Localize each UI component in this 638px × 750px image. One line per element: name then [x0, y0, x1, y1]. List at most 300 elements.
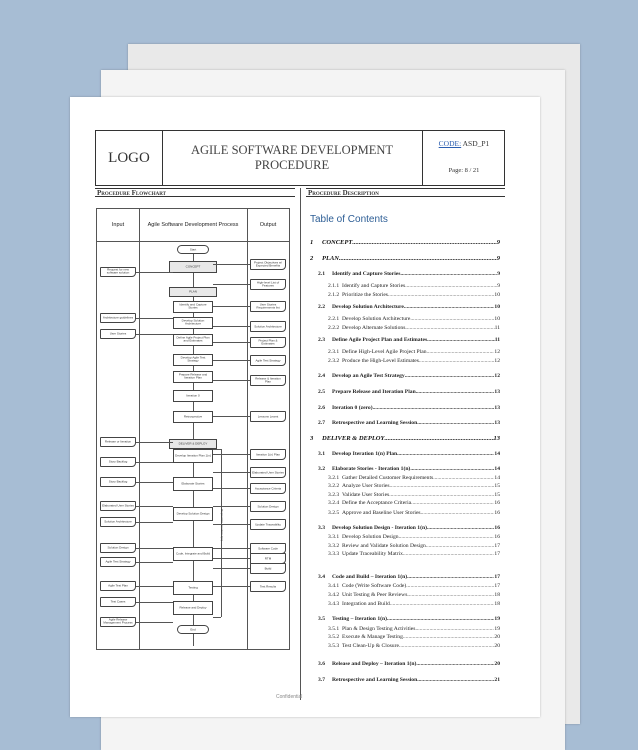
toc-item-label: Develop Iteration 1(n) Plan [332, 451, 398, 457]
toc-item-number: 3.4.2 [328, 592, 340, 598]
toc-item-number: 2.6 [318, 405, 325, 411]
toc-item[interactable] [310, 316, 500, 322]
procedure-flowchart [96, 208, 290, 650]
toc-item-page: 14 [494, 475, 500, 481]
flow-output-doc [250, 259, 286, 270]
toc-item-label: Validate User Stories [342, 492, 390, 498]
toc-item-label: Develop Solution Design [342, 534, 399, 540]
toc-leader-dots [387, 616, 494, 622]
toc-item-number: 2.3 [318, 337, 325, 343]
flow-connector [213, 488, 250, 489]
toc-item[interactable] [310, 525, 500, 531]
toc-item-number: 2.2.2 [328, 325, 340, 331]
flow-process-step [173, 581, 213, 595]
flow-process-step [173, 449, 213, 463]
toc-leader-dots [405, 325, 494, 331]
flow-connector [213, 454, 250, 455]
toc-item[interactable] [310, 389, 500, 395]
toc-item-number: 2.7 [318, 420, 325, 426]
toc-item-label: Code and Build – Iteration 1(n) [332, 574, 408, 580]
flow-connector [213, 568, 250, 569]
flow-output-doc [250, 375, 286, 386]
flow-input-doc-label: Elaborated User Stories [102, 503, 134, 508]
toc-item[interactable] [310, 255, 500, 262]
flow-input-doc-label: Request for new software solution [106, 267, 130, 275]
flow-connector [213, 380, 250, 381]
flow-process-step-label: Identify and Capture Stories [179, 302, 207, 310]
flow-input-doc-label: Agile Test Strategy [105, 559, 131, 564]
toc-item[interactable] [310, 475, 500, 481]
toc-item-page: 18 [494, 592, 500, 598]
toc-item-label: Develop Solution Architecture [332, 304, 404, 310]
toc-item-label: Develop an Agile Test Strategy [332, 373, 405, 379]
toc-item-number: 3.3.2 [328, 543, 340, 549]
flow-connector [213, 326, 250, 327]
toc-item-page: 20 [494, 661, 500, 667]
toc-item[interactable] [310, 451, 500, 457]
toc-item-page: 15 [494, 492, 500, 498]
toc-leader-dots [405, 283, 497, 289]
flow-start-label: Start [189, 246, 197, 251]
toc-item-label: Identify and Capture Stories [332, 271, 401, 277]
toc-item[interactable] [310, 677, 500, 683]
toc-leader-dots [403, 551, 495, 557]
flow-process-step [173, 371, 213, 383]
toc-item-page: 21 [494, 677, 500, 683]
toc-item-number: 3.3.3 [328, 551, 340, 557]
toc-item-page: 9 [497, 283, 500, 289]
toc-item[interactable] [310, 543, 500, 549]
toc-item[interactable] [310, 271, 500, 277]
toc-item-label: Define Agile Project Plan and Estimates [332, 337, 428, 343]
toc-item-page: 16 [494, 534, 500, 540]
toc-item[interactable] [310, 337, 500, 343]
toc-item-page: 13 [494, 420, 500, 426]
flow-connector [213, 586, 250, 587]
toc-item-page: 13 [493, 435, 500, 442]
toc-item[interactable] [310, 420, 500, 426]
toc-item-label: Prioritize the Stories [342, 292, 388, 298]
toc-leader-dots [417, 420, 494, 426]
toc-item-number: 3.4.3 [328, 601, 340, 607]
flow-connector [213, 506, 250, 507]
toc-item[interactable] [310, 616, 500, 622]
flow-output-doc-label: RTM [264, 555, 272, 560]
flow-header-process: Agile Software Development Process [139, 209, 247, 242]
flow-output-doc-label: Elaborated User Stories [252, 469, 284, 474]
flow-connector [213, 284, 250, 285]
toc-item[interactable] [310, 583, 500, 589]
flow-input-doc [100, 329, 136, 339]
flow-header-output: Output [247, 209, 289, 242]
toc-item-label: Gather Detailed Customer Requirements [342, 475, 434, 481]
flow-process-step-label: Develop Solution Architecture [181, 318, 205, 326]
flow-connector [136, 548, 173, 549]
flow-connector [136, 506, 173, 507]
toc-item-number: 3.5.2 [328, 634, 340, 640]
toc-item-number: 2.2.1 [328, 316, 340, 322]
toc-item-number: 3.5.3 [328, 643, 340, 649]
toc-leader-dots [417, 677, 494, 683]
toc-item-label: Code (Write Software Code) [342, 583, 407, 589]
toc-leader-dots [416, 389, 495, 395]
flow-connector [136, 562, 173, 563]
toc-item-label: Testing – Iteration 1(n) [332, 616, 387, 622]
flow-header-input: Input [97, 209, 139, 242]
document-code [423, 139, 505, 148]
toc-item-label: Identify and Capture Stories [342, 283, 406, 289]
toc-item-number: 3.6 [318, 661, 325, 667]
flow-output-doc [250, 581, 286, 592]
flow-plan-label: PLAN [189, 289, 197, 294]
flow-input-doc [100, 581, 136, 591]
flow-concept [169, 261, 217, 273]
toc-leader-dots [427, 337, 495, 343]
toc-item[interactable] [310, 292, 500, 298]
toc-leader-dots [410, 466, 494, 472]
flow-process-step [173, 477, 213, 491]
toc-item-label: Develop Alternate Solutions [342, 325, 406, 331]
toc-item-label: Retrospective and Learning Session [332, 420, 418, 426]
flow-output-doc [250, 449, 286, 460]
toc-leader-dots [384, 435, 493, 442]
toc-item-label: Release and Deploy – Iteration 1(n) [332, 661, 417, 667]
toc-item-number: 3.4 [318, 574, 325, 580]
toc-item-number: 2.1.2 [328, 292, 340, 298]
flow-output-doc [250, 321, 286, 332]
footer-confidential: Confidential [276, 694, 303, 700]
toc-leader-dots [399, 643, 494, 649]
toc-item-number: 2.1 [318, 271, 325, 277]
toc-item-label: PLAN [322, 255, 339, 262]
toc-item-number: 3.5.1 [328, 626, 340, 632]
toc-item-page: 16 [494, 525, 500, 531]
toc-item[interactable] [310, 483, 500, 489]
section-heading-description: Procedure Description [306, 188, 505, 197]
code-value: ASD_P1 [461, 139, 490, 148]
toc-item-page: 19 [494, 616, 500, 622]
toc-item-page: 17 [494, 583, 500, 589]
toc-item[interactable] [310, 510, 500, 516]
toc-item-number: 2.1.1 [328, 283, 340, 289]
flow-input-doc [100, 517, 136, 527]
toc-leader-dots [411, 500, 494, 506]
toc-item-page: 10 [494, 316, 500, 322]
toc-item-page: 17 [494, 574, 500, 580]
flow-connector [213, 306, 250, 307]
toc-item-number: 3 [310, 435, 314, 442]
toc-leader-dots [390, 483, 495, 489]
flow-output-doc [250, 337, 286, 348]
toc-leader-dots [426, 543, 495, 549]
toc-item-label: Execute & Manage Testing [342, 634, 403, 640]
toc-item-page: 17 [494, 543, 500, 549]
flow-input-doc-label: Architecture guidelines [102, 315, 134, 320]
flow-process-step-label: Develop Agile Test Strategy [180, 355, 206, 363]
flow-output-doc-label: Project Plan & Estimates [258, 338, 278, 346]
toc-item-page: 20 [494, 643, 500, 649]
flow-input-doc-label: Story Backlog [108, 479, 128, 484]
toc-item-page: 16 [494, 500, 500, 506]
toc-leader-dots [405, 373, 495, 379]
toc-item[interactable] [310, 304, 500, 310]
toc-item[interactable] [310, 435, 500, 442]
flow-output-doc [250, 563, 286, 574]
toc-item-page: 12 [494, 373, 500, 379]
toc-leader-dots [352, 239, 496, 246]
toc-item-number: 3.1 [318, 451, 325, 457]
toc-item-number: 1 [310, 239, 314, 246]
toc-leader-dots [404, 304, 495, 310]
toc-item-page: 12 [494, 349, 500, 355]
toc-item-label: Elaborate Stories - Iteration 1(n) [332, 466, 411, 472]
flow-input-doc [100, 617, 136, 627]
document-title-line1: AGILE SOFTWARE DEVELOPMENT [190, 143, 394, 157]
toc-item-number: 3.3.1 [328, 534, 340, 540]
toc-item-label: Retrospective and Learning Session [332, 677, 418, 683]
toc-leader-dots [399, 534, 495, 540]
toc-item-number: 2.2 [318, 304, 325, 310]
toc-item[interactable] [310, 626, 500, 632]
toc-item-label: Develop Solution Architecture [342, 316, 411, 322]
flow-process-step [173, 507, 213, 521]
flow-output-doc-label: Agile Test Strategy [255, 357, 281, 362]
toc-item-label: CONCEPT [322, 239, 353, 246]
logo-placeholder: LOGO [96, 131, 163, 185]
flow-start [177, 245, 209, 254]
flow-end [177, 625, 209, 634]
document-title-line2: PROCEDURE [254, 158, 330, 172]
toc-item[interactable] [310, 574, 500, 580]
toc-item-page: 13 [494, 405, 500, 411]
flow-process-step-label: Develop Iteration Plan 1(n) [175, 453, 211, 458]
flow-input-doc-label: User Stories [109, 331, 127, 336]
flow-input-doc-label: Solution Architecture [104, 519, 132, 524]
flow-output-doc-label: User Stories Requirements list [256, 302, 280, 310]
flow-input-doc [100, 457, 136, 467]
toc-item-number: 2.5 [318, 389, 325, 395]
flow-input-doc [100, 557, 136, 567]
flow-input-doc-label: Agile Release Management Process [103, 617, 133, 625]
flow-input-doc-label: Story Backlog [108, 459, 128, 464]
toc-leader-dots [407, 574, 494, 580]
toc-item[interactable] [310, 325, 500, 331]
toc-item-page: 17 [494, 551, 500, 557]
toc-item[interactable] [310, 592, 500, 598]
toc-item-number: 3.4.1 [328, 583, 340, 589]
toc-leader-dots [339, 255, 497, 262]
flow-process-step [173, 334, 213, 346]
flow-process-step [173, 354, 213, 366]
toc-leader-dots [390, 601, 495, 607]
flow-output-doc-label: Iteration 1(n) Plan [256, 451, 280, 456]
flow-input-doc [100, 437, 136, 447]
toc-item[interactable] [310, 358, 500, 364]
toc-item[interactable] [310, 643, 500, 649]
toc-item-number: 3.3 [318, 525, 325, 531]
toc-item-number: 2.4 [318, 373, 325, 379]
toc-item-label: Define the Acceptance Criteria [342, 500, 412, 506]
flow-process-step-label: Define Agile Project Plan and Estimates [176, 335, 210, 343]
toc-item[interactable] [310, 466, 500, 472]
flow-connector [213, 558, 250, 559]
flow-output-doc [250, 301, 286, 312]
flow-connector [136, 334, 173, 335]
flow-process-step [173, 390, 213, 402]
toc-item[interactable] [310, 349, 500, 355]
flow-input-doc-label: Test Cases [110, 599, 126, 604]
toc-item-page: 20 [494, 634, 500, 640]
flow-output-doc-label: Software Code [258, 545, 278, 550]
flow-connector [136, 522, 173, 523]
flow-input-doc-label: Agile Test Plan [108, 583, 128, 588]
toc-leader-dots [400, 271, 497, 277]
column-divider [300, 188, 301, 700]
toc-leader-dots [415, 626, 494, 632]
toc-item-label: Review and Validate Solution Design [342, 543, 426, 549]
table-of-contents [310, 214, 500, 232]
toc-item-number: 2 [310, 255, 314, 262]
flow-connector [213, 449, 221, 450]
toc-item-number: 2.3.2 [328, 358, 340, 364]
toc-item[interactable] [310, 500, 500, 506]
toc-item[interactable] [310, 634, 500, 640]
document-header [95, 130, 505, 186]
toc-leader-dots [433, 475, 494, 481]
flow-input-doc-label: Solution Design [107, 545, 129, 550]
flow-input-doc [100, 501, 136, 511]
toc-item[interactable] [310, 661, 500, 667]
flow-connector [136, 602, 173, 603]
flow-input-doc [100, 313, 136, 323]
toc-item-page: 10 [494, 292, 500, 298]
flow-output-doc [250, 411, 286, 422]
toc-item-number: 3.2 [318, 466, 325, 472]
toc-leader-dots [403, 634, 495, 640]
flow-output-doc-label: High-level List of Features [256, 280, 280, 288]
toc-item-label: DELIVER & DEPLOY [322, 435, 385, 442]
flow-connector [213, 342, 250, 343]
document-title [162, 131, 423, 185]
flow-deliver-label: DELIVER & DEPLOY [178, 441, 208, 446]
toc-item-number: 3.2.2 [328, 483, 340, 489]
toc-item-number: 3.5 [318, 616, 325, 622]
toc-leader-dots [410, 316, 494, 322]
toc-item-page: 14 [494, 451, 500, 457]
toc-item-number: 3.2.1 [328, 475, 340, 481]
toc-item[interactable] [310, 534, 500, 540]
flow-connector [136, 586, 173, 587]
toc-leader-dots [416, 661, 494, 667]
toc-item-page: 9 [497, 271, 500, 277]
toc-item-label: Define High-Level Agile Project Plan [342, 349, 427, 355]
flow-output-doc [250, 483, 286, 494]
flow-output-doc-label: Acceptance Criteria [254, 485, 282, 490]
toc-item[interactable] [310, 239, 500, 246]
toc-item[interactable] [310, 601, 500, 607]
flow-connector [213, 264, 250, 265]
flow-deliver [169, 439, 217, 449]
flow-input-doc [100, 477, 136, 487]
flow-output-doc [250, 519, 286, 530]
flow-output-doc [250, 355, 286, 366]
toc-item-number: 3.2.3 [328, 492, 340, 498]
toc-item-label: Produce the High-Level Estimates [342, 358, 419, 364]
toc-item-label: Unit Testing & Peer Reviews [342, 592, 408, 598]
toc-item-label: Iteration 0 (zero) [332, 405, 373, 411]
flow-output-doc-label: Solution Design [257, 503, 279, 508]
flow-connector [136, 442, 173, 443]
flow-process-step-label: Develop Solution Design [176, 511, 210, 516]
toc-leader-dots [373, 405, 495, 411]
toc-item-page: 19 [494, 626, 500, 632]
toc-leader-dots [407, 592, 494, 598]
toc-item-label: Approve and Baseline User Stories [342, 510, 421, 516]
flow-concept-label: CONCEPT [185, 264, 201, 269]
flow-connector [136, 318, 173, 319]
code-link[interactable]: CODE: [438, 139, 462, 148]
toc-item-page: 18 [494, 601, 500, 607]
flow-output-doc-label: Build [264, 565, 272, 570]
toc-item-page: 12 [494, 358, 500, 364]
toc-item-number: 3.7 [318, 677, 325, 683]
toc-item[interactable] [310, 283, 500, 289]
flow-output-doc [250, 501, 286, 512]
toc-item-label: Test Clean-Up & Closure [342, 643, 399, 649]
flow-output-doc-label: Project Objectives w/ Expected Benefits [253, 260, 282, 268]
flow-plan [169, 287, 217, 297]
toc-item[interactable] [310, 551, 500, 557]
toc-item-page: 16 [494, 510, 500, 516]
flow-input-doc [100, 267, 136, 277]
flow-connector [136, 482, 173, 483]
toc-leader-dots [421, 510, 495, 516]
flow-connector [213, 360, 250, 361]
toc-item[interactable] [310, 492, 500, 498]
section-heading-flowchart: Procedure Flowchart [95, 188, 295, 197]
flow-process-step-label: Retrospective [183, 414, 203, 419]
toc-item-page: 10 [494, 304, 500, 310]
flow-connector [213, 416, 250, 417]
flow-repeat-label: Repeat for Iteration 1(n) [220, 509, 224, 541]
flow-process-step-label: Iteration 0 [186, 393, 200, 398]
flow-connector [213, 548, 250, 549]
toc-item-number: 3.2.5 [328, 510, 340, 516]
flow-output-doc-label: Update Traceability [255, 521, 281, 526]
toc-leader-dots [389, 492, 494, 498]
toc-item-page: 11 [494, 325, 500, 331]
flow-process-step-label: Elaborate Stories [181, 481, 205, 486]
flow-output-doc-label: Solution Architecture [254, 323, 282, 328]
toc-item[interactable] [310, 373, 500, 379]
toc-item-label: Analyze User Stories [342, 483, 390, 489]
flow-output-doc-label: Test Results [259, 583, 277, 588]
toc-item-label: Develop Solution Design - Iteration 1(n) [332, 525, 427, 531]
flow-output-doc-label: Lessons Learnt [257, 413, 279, 418]
toc-leader-dots [419, 358, 495, 364]
toc-item-page: 9 [496, 255, 500, 262]
flow-process-step [173, 601, 213, 615]
page-number: Page: 8 / 21 [448, 167, 480, 174]
flow-process-step-label: Prepare Release and Iteration Plan [178, 372, 208, 380]
flow-input-doc [100, 543, 136, 553]
toc-item[interactable] [310, 405, 500, 411]
toc-item-label: Update Traceability Matrix [342, 551, 403, 557]
toc-item-page: 13 [494, 389, 500, 395]
toc-leader-dots [406, 583, 494, 589]
flow-output-doc-label: Release & Iteration Plan [255, 376, 281, 384]
flow-process-step [173, 547, 213, 561]
